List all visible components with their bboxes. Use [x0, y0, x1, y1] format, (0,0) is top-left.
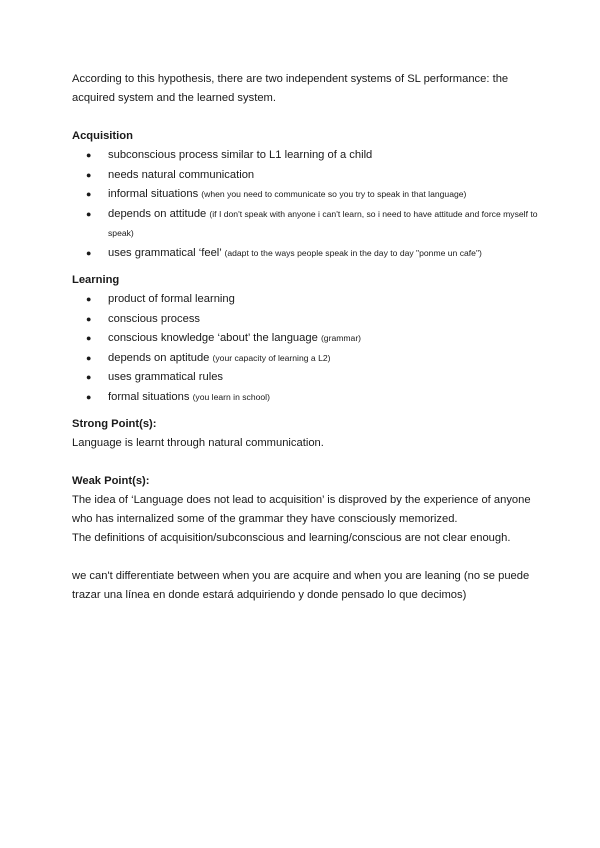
list-item: ● formal situations (you learn in school)	[72, 388, 542, 408]
bullet-icon: ●	[86, 189, 92, 199]
list-item: ● product of formal learning	[72, 290, 542, 310]
bullet-icon: ●	[86, 372, 92, 382]
list-item: ● uses grammatical ‘feel’ (adapt to the ways people speak in the day to day "ponme un cafe")	[72, 244, 542, 264]
bullet-icon: ●	[86, 208, 92, 219]
document-page	[72, 70, 542, 605]
list-item: ● subconscious process similar to L1 learning of a child	[72, 146, 542, 166]
strong-points-text: Language is learnt through natural communication.	[72, 437, 324, 449]
bullet-icon: ●	[86, 333, 92, 343]
bullet-icon: ●	[86, 150, 92, 160]
item-note: (adapt to the ways people speak in the day to day "ponme un cafe")	[224, 247, 482, 258]
item-note: (grammar)	[320, 333, 362, 343]
item-note: (your capacity of learning a L2)	[212, 352, 331, 363]
weak-points-text-2: The definitions of acquisition/subconscious and learning/conscious are not clear enough.	[72, 532, 511, 544]
list-item: ● depends on aptitude (your capacity of learning a L2)	[72, 349, 542, 369]
bullet-icon: ●	[86, 247, 92, 258]
bullet-icon: ●	[86, 391, 92, 402]
closing-paragraph: we can't differentiate between when you are acquire and when you are leaning (no se puede trazar una línea en donde estará adquiriendo y donde pensado lo que decimos)	[72, 570, 530, 601]
strong-points-heading: Strong Point(s):	[72, 418, 157, 430]
learning-heading: Learning	[72, 274, 120, 286]
item-note: (when you need to communicate so you try to speak in that language)	[201, 189, 467, 199]
item-note: (if I don't speak with anyone i can't learn, so i need to have attitude and force myself to speak)	[108, 208, 538, 238]
list-item: ● conscious knowledge ‘about’ the language (grammar)	[72, 329, 542, 349]
list-item: ● needs natural communication	[72, 166, 542, 186]
acquisition-list	[72, 146, 542, 263]
intro-paragraph: According to this hypothesis, there are two independent systems of SL performance: the acquired system and the learned system.	[72, 73, 509, 104]
learning-list	[72, 290, 542, 407]
bullet-icon: ●	[86, 352, 92, 363]
weak-points-heading: Weak Point(s):	[72, 475, 150, 487]
list-item: ● conscious process	[72, 310, 542, 330]
bullet-icon: ●	[86, 294, 92, 304]
bullet-icon: ●	[86, 169, 92, 180]
list-item: ● uses grammatical rules	[72, 368, 542, 388]
bullet-icon: ●	[86, 313, 92, 324]
list-item: ● informal situations (when you need to communicate so you try to speak in that language)	[72, 185, 542, 205]
acquisition-heading: Acquisition	[72, 130, 133, 142]
item-note: (you learn in school)	[192, 391, 270, 402]
list-item: ● depends on attitude (if I don't speak with anyone i can't learn, so i need to have attitude and force myself to speak)	[72, 205, 542, 244]
weak-points-text-1: The idea of ‘Language does not lead to acquisition’ is disproved by the experience of anyone who has internalized some of the grammar they have consciously memorized.	[72, 494, 531, 525]
